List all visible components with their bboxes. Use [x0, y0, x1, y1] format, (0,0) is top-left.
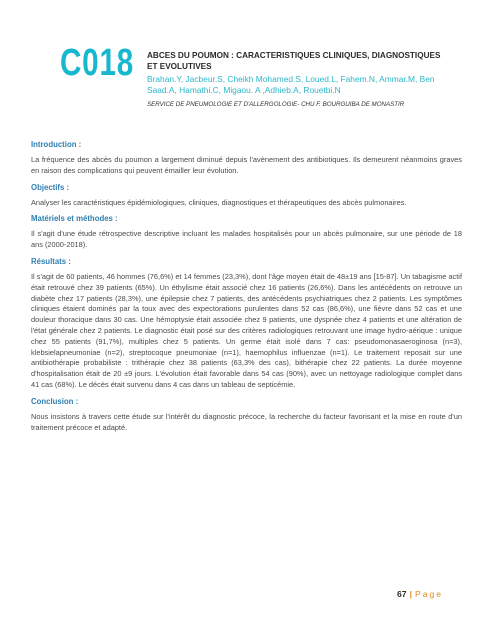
objectifs-heading: Objectifs : — [31, 182, 70, 192]
introduction-heading: Introduction : — [31, 140, 82, 149]
conclusion-heading: Conclusion : — [31, 396, 79, 406]
affiliation: SERVICE DE PNEUMOLOGIE ET D'ALLERGOLOGIE- CHU F. BOURGUIBA DE MONASTIR — [147, 101, 405, 108]
abstract-header — [147, 51, 442, 108]
page-label: Page — [414, 589, 444, 599]
page-footer — [397, 589, 443, 599]
author-list: Brahan.Y, Jacbeur.S, Cheikh Mohamed.S, Loued.L, Fahem.N, Ammar.M, Ben Saad.A, Hamathi.C, Migaou. A ,Adhieb.A, Rouetbi.N — [147, 74, 435, 95]
abstract-body — [31, 140, 462, 439]
methodes-text: Il s'agit d'une étude rétrospective descriptive incluant les malades hospitalisés pour un abcès pulmonaire, sur une période de 18 ans (2000-2018). — [31, 229, 462, 250]
footer-separator: | — [409, 589, 412, 599]
conclusion-text: Nous insistons à travers cette étude sur l'intérêt du diagnostic précoce, la recherche du facteur favorisant et la mise en route d'un traitement précoce et adapté. — [31, 411, 462, 432]
objectifs-text: Analyser les caractéristiques épidémiologiques, cliniques, diagnostiques et thérapeutiques des abcès pulmonaires. — [31, 197, 407, 207]
abstract-title: ABCES DU POUMON : CARACTERISTIQUES CLINIQUES, DIAGNOSTIQUES ET EVOLUTIVES — [147, 51, 441, 71]
resultats-heading: Résultats : — [31, 256, 71, 266]
methodes-heading: Matériels et méthodes : — [31, 214, 118, 224]
introduction-text: La fréquence des abcès du poumon a largement diminué depuis l'avènement des antibiotiques. Ils demeurent néanmoins graves en raison des complications qui peuvent émailler leur évolution. — [31, 155, 462, 175]
page-number: 67 — [397, 589, 407, 599]
resultats-text: Il s'agit de 60 patients, 46 hommes (76,6%) et 14 femmes (23,3%), dont l'âge moyen était de 48±19 ans [15-87]. Un tabagisme actif était retrouvé chez 39 patients (65%). Un éthylisme était associé chez 16 patients (26,6%). Dans les antécédents on retrouve un diabète chez 17 patients (28,3%), une épilepsie chez 7 patients, des antécédents psychiatriques chez 2 patients. Les symptômes cliniques étaient dominés par la toux avec des expectorations purulentes dans 52 cas (86,6%), une fièvre dans 52 cas et une douleur thoracique dans 30 cas. Une hémoptysie était associée chez 9 patients, une dyspnée chez 4 patients et une altération de l'état générale chez 2 patients. Le diagnostic était posé sur des critères radiologiques retrouvant une image hydro-aérique : unique chez 55 patients (91,7%), multiples chez 5 patients. Un germe était isolé dans 7 cas: pseudomonasaeroginosa (n=3), klebsielapneumoniae (n=2), streptocoque pneumoniae (n=1), haemophilus influenzae (n=1). Le traitement reposait sur une antibiothérapie probabiliste : trithérapie chez 38 patients (63,3% des cas), bithérapie chez 22 patients. La durée moyenne d'hospitalisation était de 20 ±9 jours. L'évolution était favorable dans 54 cas (90%), avec un nettoyage radiologique complet dans 41 cas (68%). Le décès était survenu dans 4 cas dans un tableau de septicémie. — [31, 271, 462, 389]
abstract-code: C018 — [60, 42, 134, 84]
